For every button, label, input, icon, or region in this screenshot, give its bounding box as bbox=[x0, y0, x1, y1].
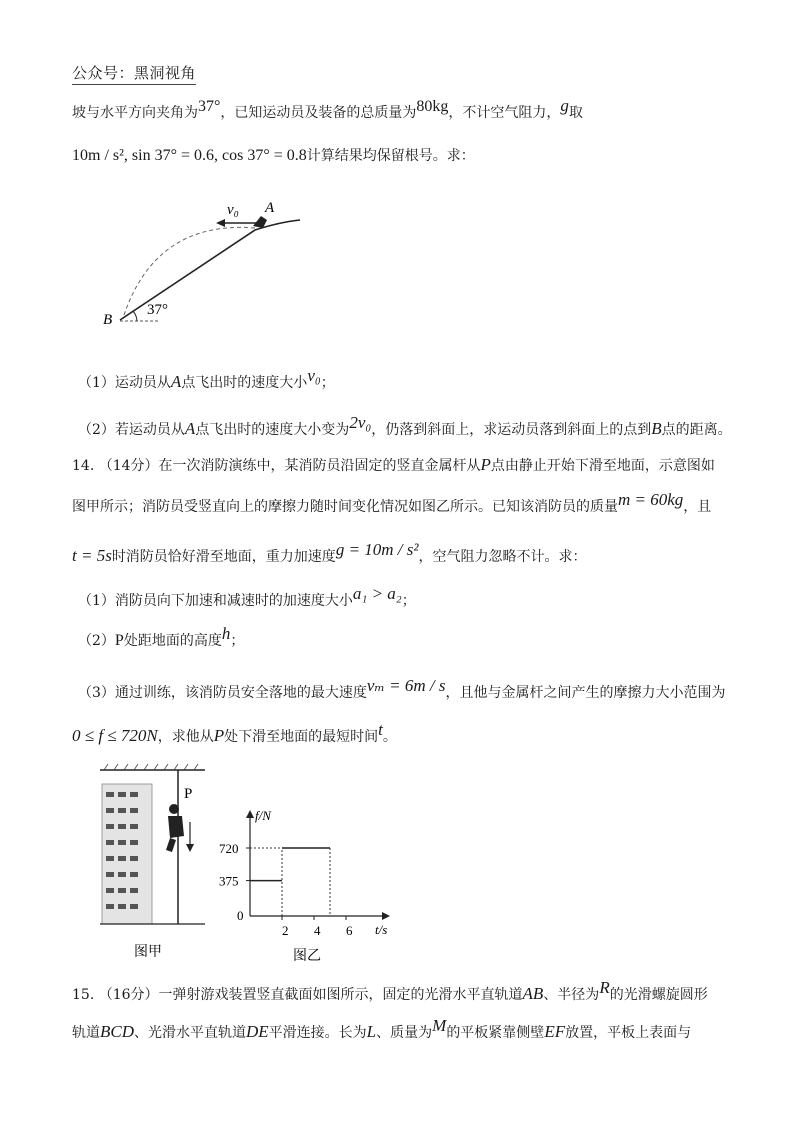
x-axis-arrow bbox=[382, 912, 390, 920]
q14-line3: t = 5s时消防员恰好滑至地面，重力加速度g = 10m / s²，空气阻力忽略不计。求： bbox=[72, 540, 587, 565]
y-tick-375: 375 bbox=[219, 873, 239, 889]
q13-part2: （2）若运动员从A点飞出时的速度大小变为2v₀，仍落到斜面上，求运动员落到斜面上的点到B点的距离。 bbox=[78, 413, 732, 438]
q13-intro-line1: 坡与水平方向夹角为37°，已知运动员及装备的总质量为80kg，不计空气阻力，g取 bbox=[72, 96, 583, 121]
figure-jia bbox=[90, 764, 210, 964]
q15-line1: 15. （16分）一弹射游戏装置竖直截面如图所示，固定的光滑水平直轨道AB、半径为R的光滑螺旋圆形 bbox=[72, 978, 708, 1003]
down-arrowhead bbox=[186, 844, 194, 852]
label-A: A bbox=[265, 200, 275, 216]
y-tick-0: 0 bbox=[237, 908, 244, 923]
caption-jia: 图甲 bbox=[134, 945, 162, 960]
q14-part2: （2）P处距地面的高度h； bbox=[78, 624, 245, 649]
caption-yi: 图乙 bbox=[293, 949, 321, 964]
chart-marks bbox=[246, 848, 346, 920]
q15-line2: 轨道BCD、光滑水平直轨道DE平滑连接。长为L、质量为M的平板紧靠侧壁EF放置，平板上表面与 bbox=[72, 1016, 692, 1041]
given-values: 10m / s², sin 37° = 0.6, cos 37° = 0.8 bbox=[72, 147, 307, 164]
angle-arc bbox=[133, 311, 137, 321]
building-icon bbox=[102, 784, 152, 924]
watermark-header: 公众号：黑洞视角 bbox=[72, 62, 196, 85]
y-axis-arrow bbox=[246, 810, 254, 818]
y-tick-720: 720 bbox=[219, 841, 239, 856]
slope-figure bbox=[95, 190, 315, 340]
q13-given-line: 10m / s², sin 37° = 0.6, cos 37° = 0.8计算结果均保留根号。求： bbox=[72, 147, 475, 164]
y-axis-label: f/N bbox=[255, 808, 271, 823]
figure-yi-chart bbox=[215, 808, 405, 966]
label-angle: 37° bbox=[147, 302, 168, 318]
label-B: B bbox=[103, 312, 113, 328]
q14-part1: （1）消防员向下加速和减速时的加速度大小a₁ > a₂； bbox=[78, 584, 416, 609]
ceiling-hatch bbox=[104, 764, 198, 770]
q13-part1: （1）运动员从A点飞出时的速度大小v₀； bbox=[78, 366, 335, 391]
x-axis-label: t/s bbox=[375, 922, 388, 937]
x-tick-2: 2 bbox=[282, 923, 289, 938]
firefighter-icon bbox=[166, 804, 184, 852]
label-v0: v₀ bbox=[227, 202, 239, 218]
q14-line2: 图甲所示；消防员受竖直向上的摩擦力随时间变化情况如图乙所示。已知该消防员的质量m = 60kg，且 bbox=[72, 490, 712, 515]
q14-line1: 14. （14分）在一次消防演练中，某消防员沿固定的竖直金属杆从P点由静止开始下滑至地面，示意图如 bbox=[72, 455, 715, 474]
velocity-arrowhead bbox=[216, 219, 225, 227]
label-P: P bbox=[184, 786, 193, 802]
q14-part3-cont: 0 ≤ f ≤ 720N，求他从P处下滑至地面的最短时间t。 bbox=[72, 720, 397, 745]
q14-part3: （3）通过训练，该消防员安全落地的最大速度vₘ = 6m / s，且他与金属杆之间产生的摩擦力大小范围为 bbox=[78, 676, 726, 701]
x-tick-4: 4 bbox=[314, 923, 321, 938]
x-tick-6: 6 bbox=[346, 923, 353, 938]
